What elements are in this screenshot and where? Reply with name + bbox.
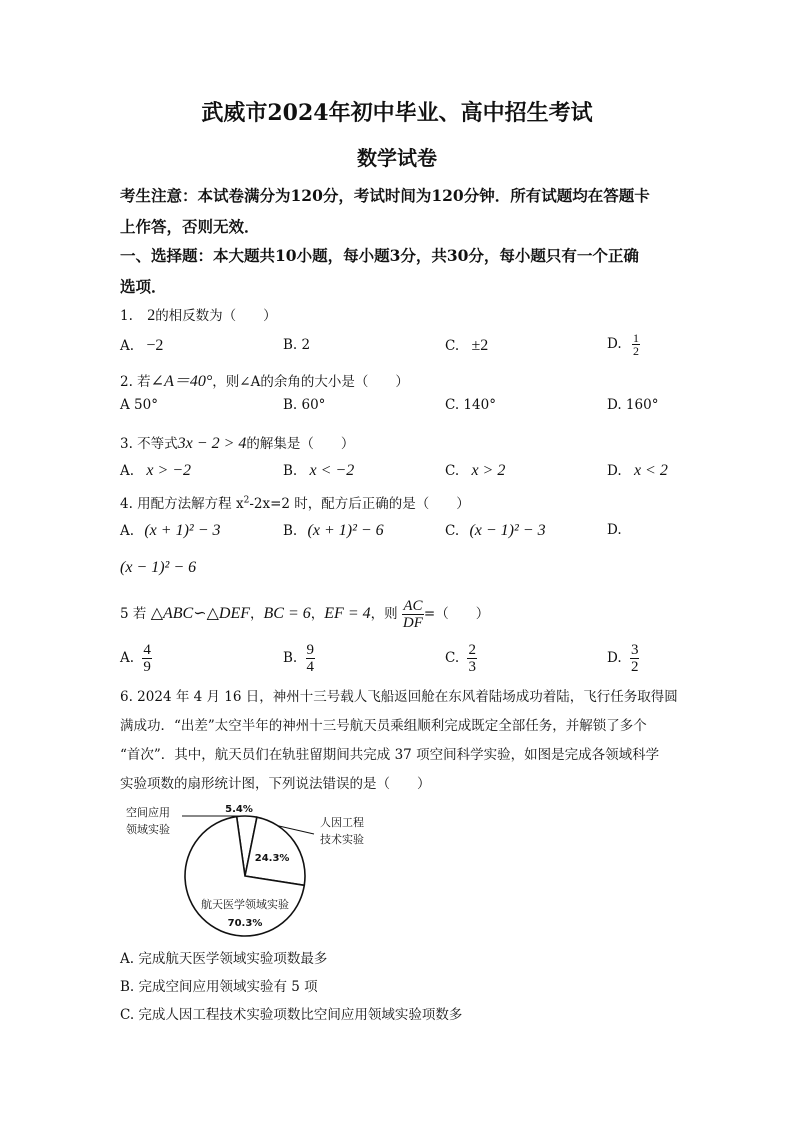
q5-option-b: B. $\frac{9}{4}$ <box>283 642 315 675</box>
q2-option-c: C. 140° <box>445 397 496 413</box>
q1-number: 1. <box>120 308 133 324</box>
pie-label-value-1: 24.3% <box>254 853 290 865</box>
pie-label-name-0a: 空间应用 <box>126 806 170 819</box>
pie-chart <box>120 796 380 946</box>
pie-label-name-1b: 技术实验 <box>320 833 364 846</box>
q5-option-d: D. $\frac{3}{2}$ <box>607 642 639 675</box>
pie-label-name-2: 航天医学领域实验 <box>201 898 289 911</box>
question-1 <box>120 304 277 325</box>
question-4: 4. 用配方法解方程 $x^2-2x=2$ 时，配方后正确的是（ ） <box>120 495 470 512</box>
notice <box>120 180 680 242</box>
q1-value: 2 <box>147 307 156 324</box>
q4-option-c: C. (x − 1)² − 3 <box>445 522 546 539</box>
question-2: 2. 若∠A＝40°，则∠A的余角的大小是（ ） <box>120 373 409 390</box>
q4-option-d-value: (x − 1)² − 6 <box>120 559 197 576</box>
q1-d-fraction: $\frac{1}{2}$ <box>632 331 639 358</box>
section-1-heading <box>120 240 680 302</box>
pie-label-value-2: 70.3% <box>227 918 263 929</box>
notice-line-2: 上作答，否则无效． <box>120 217 260 236</box>
q5-similar-expression: △ABC∽△DEF <box>150 605 251 622</box>
q3-option-b: B. x < −2 <box>283 462 355 479</box>
section-1-line-2: 选项． <box>120 277 167 296</box>
q2-option-a: A 50° <box>120 397 158 413</box>
question-3: 3. 不等式3x − 2 > 4的解集是（ ） <box>120 435 355 452</box>
q1-option-b: B. 2 <box>283 337 311 353</box>
q6-option-b: B. 完成空间应用领域实验有 5 项 <box>120 979 318 995</box>
pie-label-name-0b: 领域实验 <box>126 823 170 836</box>
q3-expression: 3x − 2 > 4 <box>177 435 247 452</box>
pie-label-name-1a: 人因工程 <box>320 816 364 829</box>
q2-option-d: D. 160° <box>607 397 659 413</box>
notice-line-1: 考生注意：本试卷满分为120分，考试时间为120分钟．所有试题均在答题卡 <box>120 186 650 205</box>
q4-option-d-label: D. <box>607 522 622 538</box>
q6-option-a: A. 完成航天医学领域实验项数最多 <box>120 951 328 967</box>
exam-subtitle: 数学试卷 <box>357 146 437 170</box>
question-5: 5 若 △ABC∽△DEF，BC = 6，EF = 4，则 $\frac{AC}{DF}$ =（ ） <box>120 598 490 631</box>
q5-fraction: $\frac{AC}{DF}$ <box>402 598 423 631</box>
q1-option-a: A. −2 <box>120 337 164 354</box>
q5-option-a: A. $\frac{4}{9}$ <box>120 642 151 675</box>
section-1-line-1: 一、选择题：本大题共10小题，每小题3分，共30分，每小题只有一个正确 <box>120 246 639 265</box>
q3-option-c: C. x > 2 <box>445 462 506 479</box>
question-6: 6. 2024 年 4 月 16 日，神州十三号载人飞船返回舱在东风着陆场成功着陆，飞行任务取得圆 满成功．“出差”太空半年的神州十三号航天员乘组顺利完成既定全部任务，并解锁了多个 “首次”．其中，航天员们在轨驻留期间共完成 37 项空间科学实验，如图是完成各领域科学 实验项数的扇形统计图，下列说法错误的是（ ） <box>120 689 678 792</box>
q4-option-a: A. (x + 1)² − 3 <box>120 522 221 539</box>
q1-option-d: D. $\frac{1}{2}$ <box>607 331 639 358</box>
q3-option-d: D. x < 2 <box>607 462 668 479</box>
q1-stem: 的相反数为（ ） <box>155 308 277 324</box>
q3-option-a: A. x > −2 <box>120 462 192 479</box>
q2-option-b: B. 60° <box>283 397 326 413</box>
q4-option-b: B. (x + 1)² − 6 <box>283 522 384 539</box>
q2-expression: ∠A＝40° <box>150 373 213 390</box>
pie-label-value-0: 5.4% <box>225 804 253 815</box>
q1-option-c: C. ±2 <box>445 337 489 354</box>
exam-title: 武威市2024年初中毕业、高中招生考试 <box>201 100 593 126</box>
q5-option-c: C. $\frac{2}{3}$ <box>445 642 476 675</box>
q6-option-c: C. 完成人因工程技术实验项数比空间应用领域实验项数多 <box>120 1007 463 1023</box>
